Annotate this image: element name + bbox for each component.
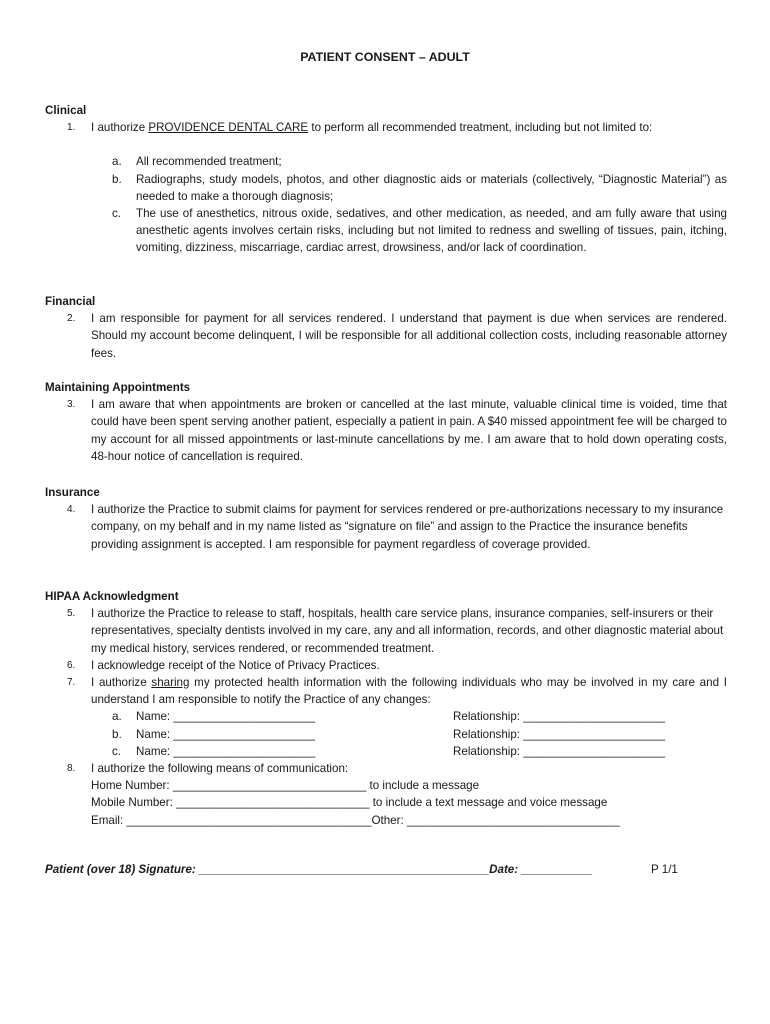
row-letter: c. bbox=[112, 744, 122, 758]
section-heading-financial: Financial bbox=[45, 295, 96, 308]
item-number: 6. bbox=[67, 659, 76, 671]
mobile-number-line bbox=[45, 794, 727, 811]
list-item-8 bbox=[45, 760, 727, 777]
home-number-line bbox=[45, 777, 727, 794]
relationship-field[interactable]: Relationship: ______________________ bbox=[453, 744, 666, 758]
item-text: I am aware that when appointments are broken or cancelled at the last minute, valuable clinical time is voided, time that could have been spent serving another patient, especially a patient in pain. A $40 missed appointment fee will be charged to my account for all missed appointments or last-minute cancellations by me. I am aware that to hold down operating costs, 48-hour notice of cancellation is required. bbox=[91, 398, 727, 463]
section-financial bbox=[45, 293, 727, 362]
sub-letter: a. bbox=[112, 155, 122, 169]
name-field[interactable]: Name: ______________________ bbox=[136, 710, 316, 724]
item-number: 5. bbox=[67, 608, 76, 620]
page-title: PATIENT CONSENT – ADULT bbox=[300, 50, 470, 64]
sub-text: Radiographs, study models, photos, and other diagnostic aids or materials (collectively, “Diagnostic Material”) as needed to make a thorough diagnosis; bbox=[136, 172, 727, 203]
item-text: I acknowledge receipt of the Notice of Privacy Practices. bbox=[91, 658, 380, 672]
item-text: to perform all recommended treatment, including but not limited to: bbox=[308, 121, 653, 135]
item-text: I authorize the Practice to submit claims for payment for services rendered or pre-authorizations necessary to my insurance company, on my behalf and in my name listed as “signature on file” and assign to the Practice the insurance benefits providing assignment is accepted. I am responsible for payment regardless of coverage provided. bbox=[91, 503, 724, 551]
relationship-field[interactable]: Relationship: ______________________ bbox=[453, 710, 666, 724]
list-item-2 bbox=[45, 310, 727, 362]
list-item-4 bbox=[45, 501, 727, 553]
item-number: 2. bbox=[67, 313, 76, 325]
section-clinical bbox=[45, 102, 727, 257]
mobile-number-field[interactable]: Mobile Number: ______________________________ to include a text message and voice message bbox=[91, 796, 608, 810]
contact-row-c bbox=[45, 743, 727, 760]
section-insurance bbox=[45, 484, 727, 553]
relationship-field[interactable]: Relationship: ______________________ bbox=[453, 727, 666, 741]
list-item-6 bbox=[45, 657, 727, 674]
item-text: I authorize bbox=[91, 676, 152, 690]
page-number: P 1/1 bbox=[651, 863, 678, 876]
contact-row-b bbox=[45, 726, 727, 743]
item-text: my protected health information with the following individuals who may be involved in my care and I understand I am responsible to notify the Practice of any changes: bbox=[91, 676, 727, 707]
item-number: 4. bbox=[67, 504, 76, 516]
name-field[interactable]: Name: ______________________ bbox=[136, 744, 316, 758]
item-number: 7. bbox=[67, 677, 76, 689]
email-line bbox=[45, 812, 727, 829]
sub-item-b bbox=[45, 171, 727, 205]
item-text: I authorize the Practice to release to staff, hospitals, health care service plans, insurance companies, self-insurers or their representatives, specialty dentists involved in my care, any and all information, records, and other diagnostic material about my medical history, services rendered, or recommended treatment. bbox=[91, 607, 724, 655]
sub-text: The use of anesthetics, nitrous oxide, sedatives, and other medication, as needed, and am fully aware that using anesthetic agents involves certain risks, including but not limited to redness and swelling of tissues, pain, itching, vomiting, dizziness, miscarriage, cardiac arrest, drowsiness, and/or lack of coordination. bbox=[136, 207, 727, 255]
sub-item-a bbox=[45, 153, 727, 170]
section-heading-insurance: Insurance bbox=[45, 486, 100, 499]
list-item-3 bbox=[45, 396, 727, 465]
section-heading-appointments: Maintaining Appointments bbox=[45, 381, 191, 394]
item-text: I am responsible for payment for all services rendered. I understand that payment is due when services are rendered. Should my account become delinquent, I will be responsible for all additional collection costs, including reasonable attorney fees. bbox=[91, 312, 727, 360]
sharing-underlined: sharing bbox=[151, 676, 190, 690]
item-number: 3. bbox=[67, 399, 76, 411]
row-letter: b. bbox=[112, 727, 122, 741]
contact-row-a bbox=[45, 708, 727, 725]
list-item-7 bbox=[45, 674, 727, 708]
item-text: I authorize the following means of communication: bbox=[91, 761, 349, 775]
practice-name: PROVIDENCE DENTAL CARE bbox=[148, 121, 309, 135]
name-field[interactable]: Name: ______________________ bbox=[136, 727, 316, 741]
item-number: 1. bbox=[67, 122, 76, 134]
sub-letter: c. bbox=[112, 207, 122, 221]
item-number: 8. bbox=[67, 762, 76, 774]
signature-line[interactable]: Patient (over 18) Signature: _____________________________________________Date: ___________ bbox=[45, 863, 593, 876]
section-heading-hipaa: HIPAA Acknowledgment bbox=[45, 590, 179, 603]
list-item-1 bbox=[45, 119, 727, 136]
sub-item-c bbox=[45, 205, 727, 257]
sub-letter: b. bbox=[112, 172, 122, 186]
row-letter: a. bbox=[112, 710, 122, 724]
email-field[interactable]: Email: ______________________________________Other: _________________________________ bbox=[91, 813, 620, 827]
section-appointments bbox=[45, 379, 727, 465]
item-text: I authorize bbox=[91, 121, 149, 135]
sub-text: All recommended treatment; bbox=[136, 155, 282, 169]
section-heading-clinical: Clinical bbox=[45, 104, 87, 117]
home-number-field[interactable]: Home Number: ______________________________ to include a message bbox=[91, 779, 480, 793]
list-item-5 bbox=[45, 605, 727, 657]
section-hipaa bbox=[45, 588, 727, 829]
